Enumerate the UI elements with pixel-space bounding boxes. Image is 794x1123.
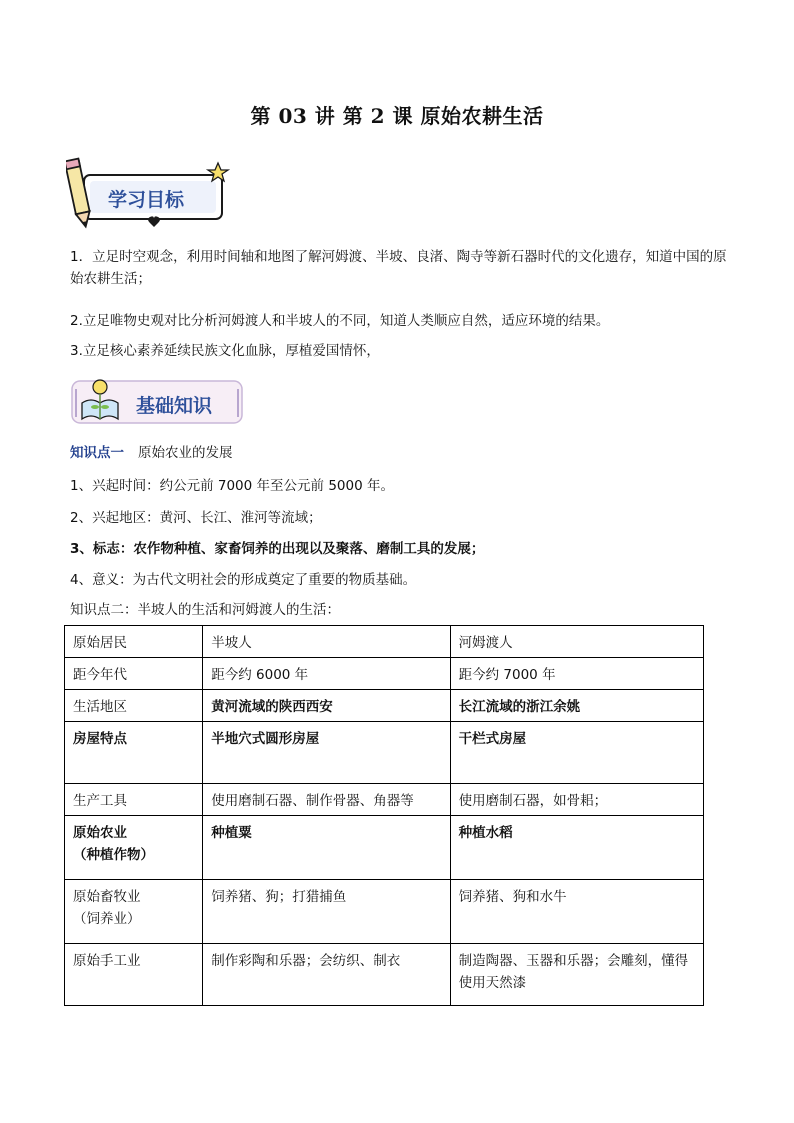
table-cell-banpo: 距今约 6000 年 <box>203 658 450 690</box>
comparison-table <box>64 625 704 1006</box>
table-cell-label: 原始手工业 <box>65 944 203 1006</box>
table-cell-label: 原始居民 <box>65 626 203 658</box>
table-cell-label: 距今年代 <box>65 658 203 690</box>
table-cell-label-line1: 原始农业 <box>73 825 127 841</box>
table-cell-banpo: 制作彩陶和乐器；会纺织、制衣 <box>203 944 450 1006</box>
table-cell-banpo: 黄河流域的陕西西安 <box>203 690 450 722</box>
badge-label-goals: 学习目标 <box>108 189 185 211</box>
table-cell-hemudu: 长江流域的浙江余姚 <box>450 690 703 722</box>
table-row <box>65 658 704 690</box>
table-cell-label-line2: （种植作物） <box>73 847 154 863</box>
table-cell-hemudu: 干栏式房屋 <box>450 722 703 784</box>
table-cell-hemudu: 制造陶器、玉器和乐器；会雕刻，懂得使用天然漆 <box>450 944 703 1006</box>
kp1-item-2: 2、兴起地区：黄河、长江、淮河等流域； <box>70 510 322 526</box>
kp1-item-1: 1、兴起时间：约公元前 7000 年至公元前 5000 年。 <box>70 478 394 494</box>
table-row <box>65 816 704 880</box>
kp1-heading-label: 知识点一 <box>70 445 124 461</box>
table-cell-banpo: 半地穴式圆形房屋 <box>203 722 450 784</box>
table-cell-label-line2: （饲养业） <box>73 911 141 927</box>
goal-3: 3.立足核心素养延续民族文化血脉，厚植爱国情怀， <box>70 343 380 359</box>
table-cell-banpo: 饲养猪、狗；打猎捕鱼 <box>203 880 450 944</box>
table-row <box>65 880 704 944</box>
table-cell-banpo: 半坡人 <box>203 626 450 658</box>
table-cell-banpo: 种植粟 <box>203 816 450 880</box>
table-cell-label <box>65 816 203 880</box>
learning-goals-badge <box>66 155 236 233</box>
table-cell-banpo: 使用磨制石器、制作骨器、角器等 <box>203 784 450 816</box>
basic-knowledge-badge <box>68 373 248 429</box>
page-title: 第 03 讲 第 2 课 原始农耕生活 <box>250 104 544 128</box>
badge-label-knowledge: 基础知识 <box>136 395 213 417</box>
table-row <box>65 784 704 816</box>
table-cell-label: 生产工具 <box>65 784 203 816</box>
table-cell-label: 生活地区 <box>65 690 203 722</box>
table-row <box>65 626 704 658</box>
table-cell-label-line1: 原始畜牧业 <box>73 889 141 905</box>
goal-2: 2.立足唯物史观对比分析河姆渡人和半坡人的不同，知道人类顺应自然，适应环境的结果。 <box>70 313 610 329</box>
table-cell-label: 房屋特点 <box>65 722 203 784</box>
table-cell-hemudu: 距今约 7000 年 <box>450 658 703 690</box>
table-cell-hemudu: 使用磨制石器，如骨耜； <box>450 784 703 816</box>
goal-1: 1．立足时空观念，利用时间轴和地图了解河姆渡、半坡、良渚、陶寺等新石器时代的文化遗存，知道中国的原始农耕生活； <box>70 249 727 287</box>
table-row <box>65 690 704 722</box>
kp1-item-3: 3、标志：农作物种植、家畜饲养的出现以及聚落、磨制工具的发展； <box>70 541 485 557</box>
kp1-item-4: 4、意义：为古代文明社会的形成奠定了重要的物质基础。 <box>70 572 417 588</box>
kp1-heading-text: 原始农业的发展 <box>138 445 233 461</box>
table-cell-hemudu: 河姆渡人 <box>450 626 703 658</box>
table-row <box>65 722 704 784</box>
kp2-heading: 知识点二：半坡人的生活和河姆渡人的生活： <box>70 602 340 618</box>
kp1-heading <box>70 442 730 464</box>
table-cell-label <box>65 880 203 944</box>
table-cell-hemudu: 种植水稻 <box>450 816 703 880</box>
table-cell-hemudu: 饲养猪、狗和水牛 <box>450 880 703 944</box>
table-row <box>65 944 704 1006</box>
